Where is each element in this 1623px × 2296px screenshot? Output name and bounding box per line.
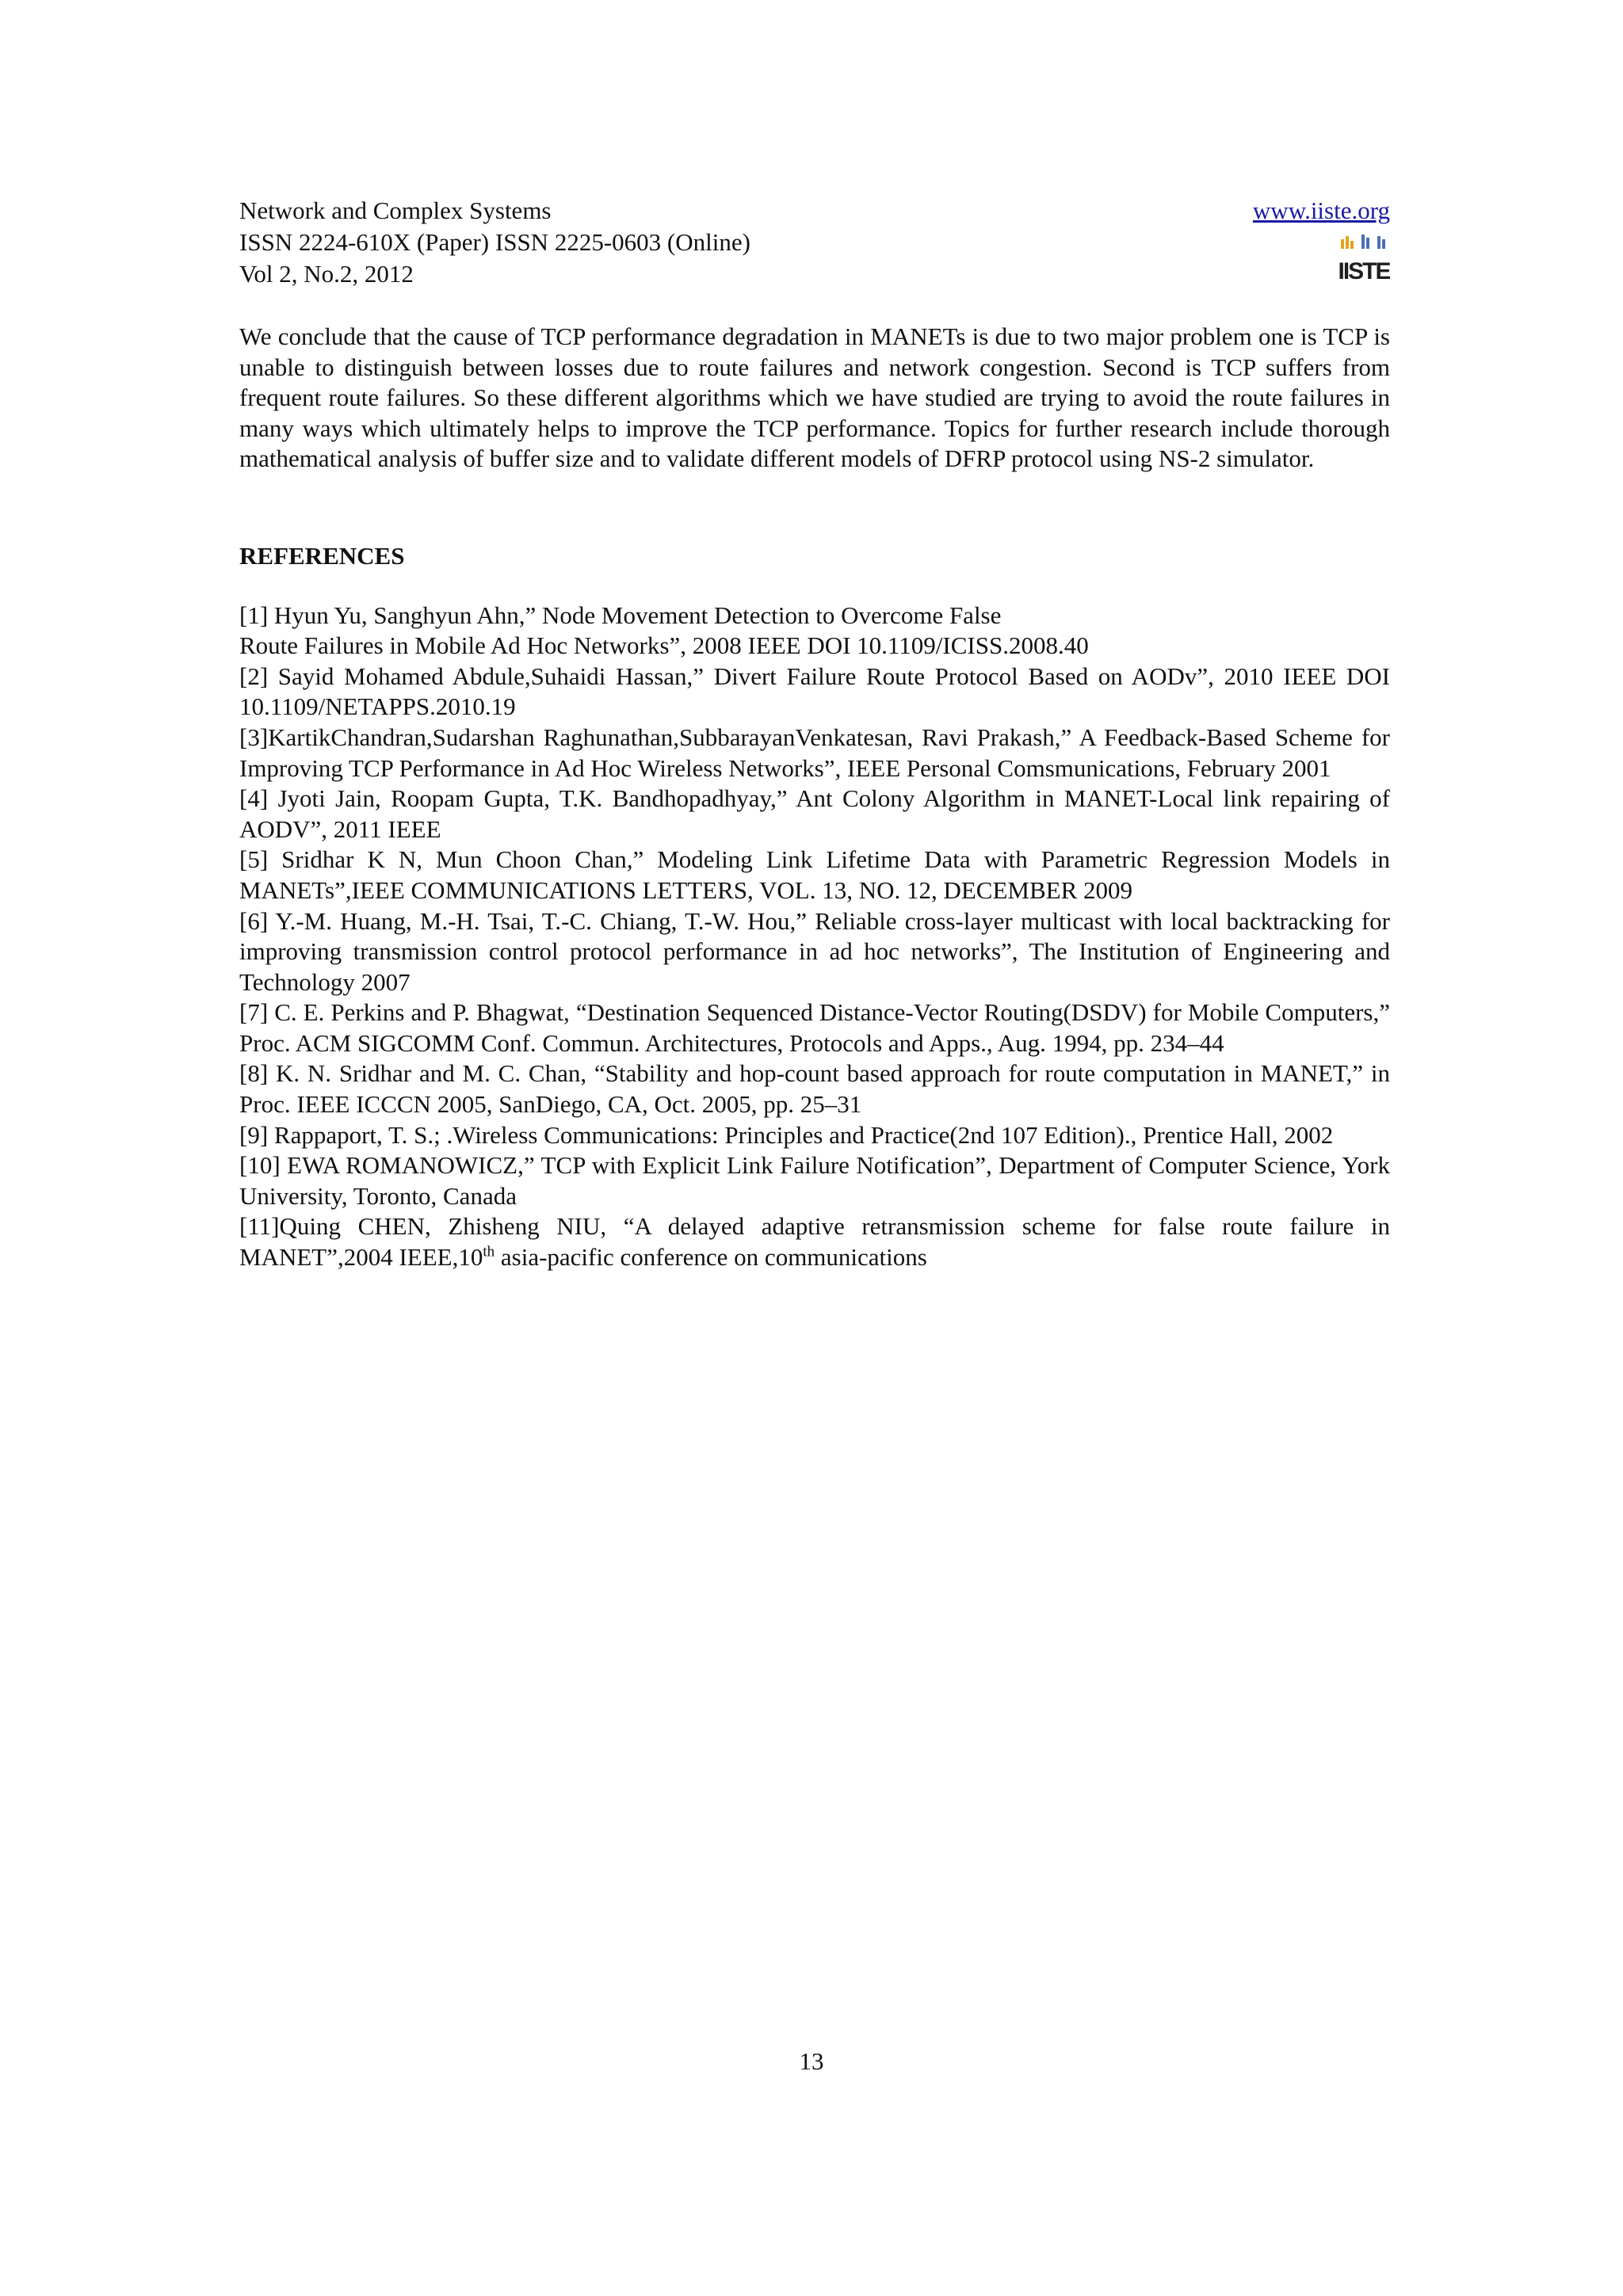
page-number: 13 xyxy=(799,2047,824,2075)
reference-item xyxy=(239,601,1390,662)
reference-item xyxy=(239,1150,1390,1211)
journal-name: Network and Complex Systems xyxy=(239,196,552,224)
reference-text: [3]KartikChandran,Sudarshan Raghunathan,SubbarayanVenkatesan, Ravi Prakash,” A Feedback-Based Scheme for Improving TCP Performance in Ad Hoc Wireless Networks”, IEEE Personal Comsmunications, February 2001 xyxy=(239,723,1390,782)
reference-item xyxy=(239,845,1390,906)
iiste-logo xyxy=(1338,231,1390,284)
reference-item xyxy=(239,662,1390,723)
reference-item xyxy=(239,1120,1390,1151)
reference-item xyxy=(239,1058,1390,1119)
page-header xyxy=(239,195,1390,290)
reference-item xyxy=(239,906,1390,998)
website-link[interactable]: www.iiste.org xyxy=(1252,196,1390,224)
issn-line: ISSN 2224-610X (Paper) ISSN 2225-0603 (Online) xyxy=(239,228,750,256)
references-list xyxy=(239,601,1390,1273)
reference-text: [7] C. E. Perkins and P. Bhagwat, “Destination Sequenced Distance-Vector Routing(DSDV) for Mobile Computers,” Proc. ACM SIGCOMM Conf. Commun. Architectures, Protocols and Apps., Aug. 1994, pp. 234–44 xyxy=(239,998,1390,1057)
reference-item xyxy=(239,723,1390,784)
reference-text: [10] EWA ROMANOWICZ,” TCP with Explicit Link Failure Notification”, Department of Computer Science, York University, Toronto, Canada xyxy=(239,1151,1390,1210)
reference-text-rest: asia-pacific conference on communications xyxy=(495,1243,927,1272)
volume-line: Vol 2, No.2, 2012 xyxy=(239,260,414,288)
references-heading: REFERENCES xyxy=(239,541,405,570)
reference-item xyxy=(239,784,1390,845)
reference-text: [8] K. N. Sridhar and M. C. Chan, “Stability and hop-count based approach for route computation in MANET,” in Proc. IEEE ICCCN 2005, SanDiego, CA, Oct. 2005, pp. 25–31 xyxy=(239,1059,1390,1119)
conclusion-paragraph: We conclude that the cause of TCP performance degradation in MANETs is due to two major problem one is TCP is unable to distinguish between losses due to route failures and network congestion. Second is TCP suffers from frequent route failures. So these different algorithms which we have studied are trying to avoid the route failures in many ways which ultimately helps to improve the TCP performance. Topics for further research include thorough mathematical analysis of buffer size and to validate different models of DFRP protocol using NS-2 simulator. xyxy=(239,322,1390,473)
reference-text: [2] Sayid Mohamed Abdule,Suhaidi Hassan,” Divert Failure Route Protocol Based on AODv”, 2010 IEEE DOI 10.1109/NETAPPS.2010.19 xyxy=(239,662,1390,721)
reference-text: [4] Jyoti Jain, Roopam Gupta, T.K. Bandhopadhyay,” Ant Colony Algorithm in MANET-Local link repairing of AODV”, 2011 IEEE xyxy=(239,784,1390,843)
page-content xyxy=(239,322,1390,1273)
reference-text: [9] Rappaport, T. S.; .Wireless Communications: Principles and Practice(2nd 107 Edition)., Prentice Hall, 2002 xyxy=(239,1120,1334,1149)
reference-text: [1] Hyun Yu, Sanghyun Ahn,” Node Movement Detection to Overcome False xyxy=(239,601,1002,629)
reference-text: [6] Y.-M. Huang, M.-H. Tsai, T.-C. Chiang, T.-W. Hou,” Reliable cross-layer multicast with local backtracking for improving transmission control protocol performance in ad hoc networks”, The Institution of Engineering and Technology 2007 xyxy=(239,906,1390,996)
reference-text: [5] Sridhar K N, Mun Choon Chan,” Modeling Link Lifetime Data with Parametric Regression Models in MANETs”,IEEE COMMUNICATIONS LETTERS, VOL. 13, NO. 12, DECEMBER 2009 xyxy=(239,845,1390,904)
reference-item xyxy=(239,997,1390,1058)
reference-text: [11]Quing CHEN, Zhisheng NIU, “A delayed adaptive retransmission scheme for false route failure in MANET”,2004 IEEE,10 xyxy=(239,1212,1390,1272)
svg-text:IISTE: IISTE xyxy=(1338,258,1390,284)
reference-text: Route Failures in Mobile Ad Hoc Networks”, 2008 IEEE DOI 10.1109/ICISS.2008.40 xyxy=(239,631,1089,660)
reference-item xyxy=(239,1211,1390,1272)
ordinal-superscript: th xyxy=(483,1243,495,1261)
